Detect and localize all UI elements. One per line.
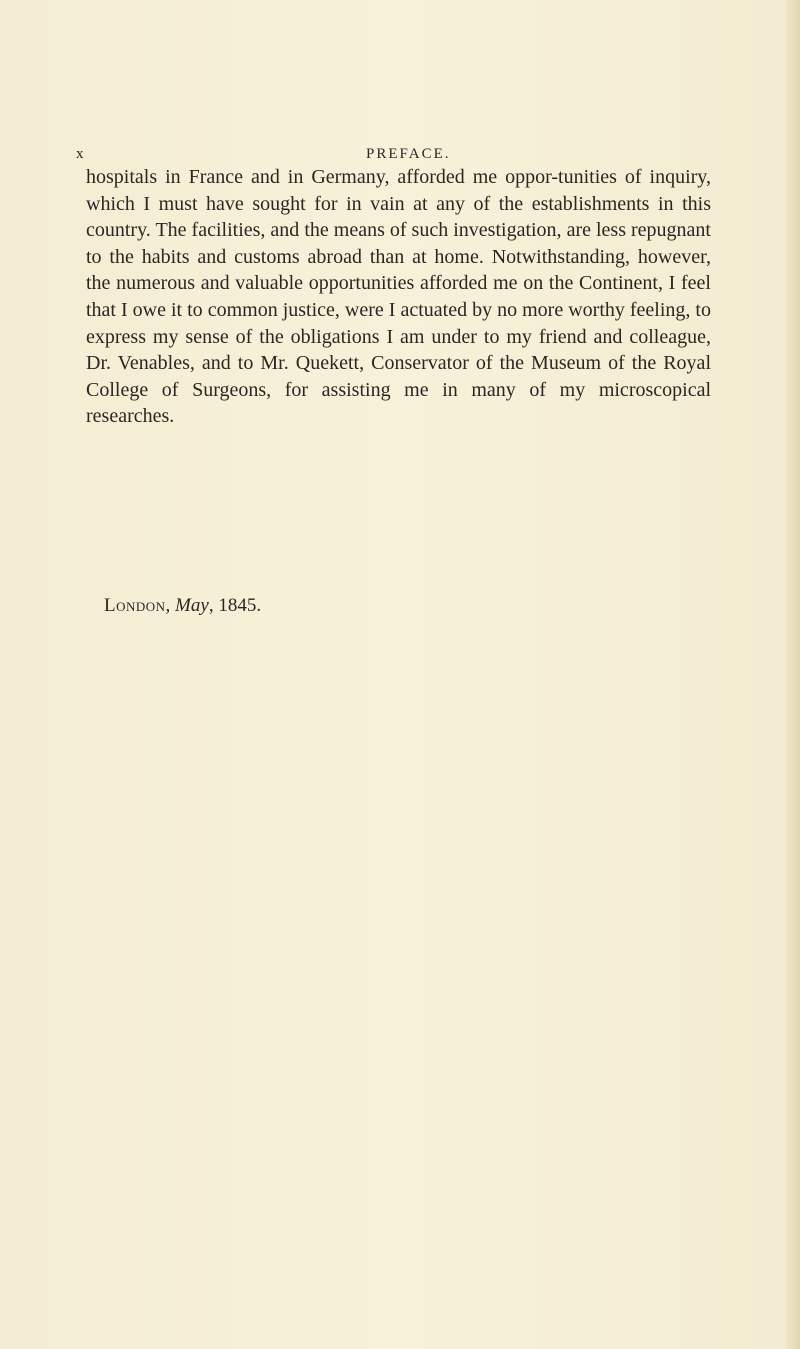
signoff-place: London: [104, 595, 166, 616]
running-head: PREFACE.: [366, 146, 451, 162]
signoff-comma-1: ,: [165, 595, 176, 616]
page-edge-shadow: [786, 0, 800, 1349]
signoff-month: May: [175, 595, 209, 616]
signoff-comma-2: ,: [208, 595, 219, 616]
paragraph: hospitals in France and in Germany, afforded me oppor-tunities of inquiry, which I must have sought for in vain at any of the establishments in this country. The facilities, and the means of such investigation, are less repugnant to the habits and customs abroad than at home. Notwithstanding, however, the numerous and valuable opportunities afforded me on the Continent, I feel that I owe it to common justice, were I actuated by no more worthy feeling, to express my sense of the obligations I am under to my friend and colleague, Dr. Venables, and to Mr. Quekett, Conservator of the Museum of the Royal College of Surgeons, for assisting me in many of my microscopical researches.: [86, 166, 711, 428]
signoff: [104, 595, 261, 617]
body-text: [86, 164, 711, 430]
signoff-year: 1845.: [218, 595, 262, 616]
page-number: x: [76, 146, 85, 162]
